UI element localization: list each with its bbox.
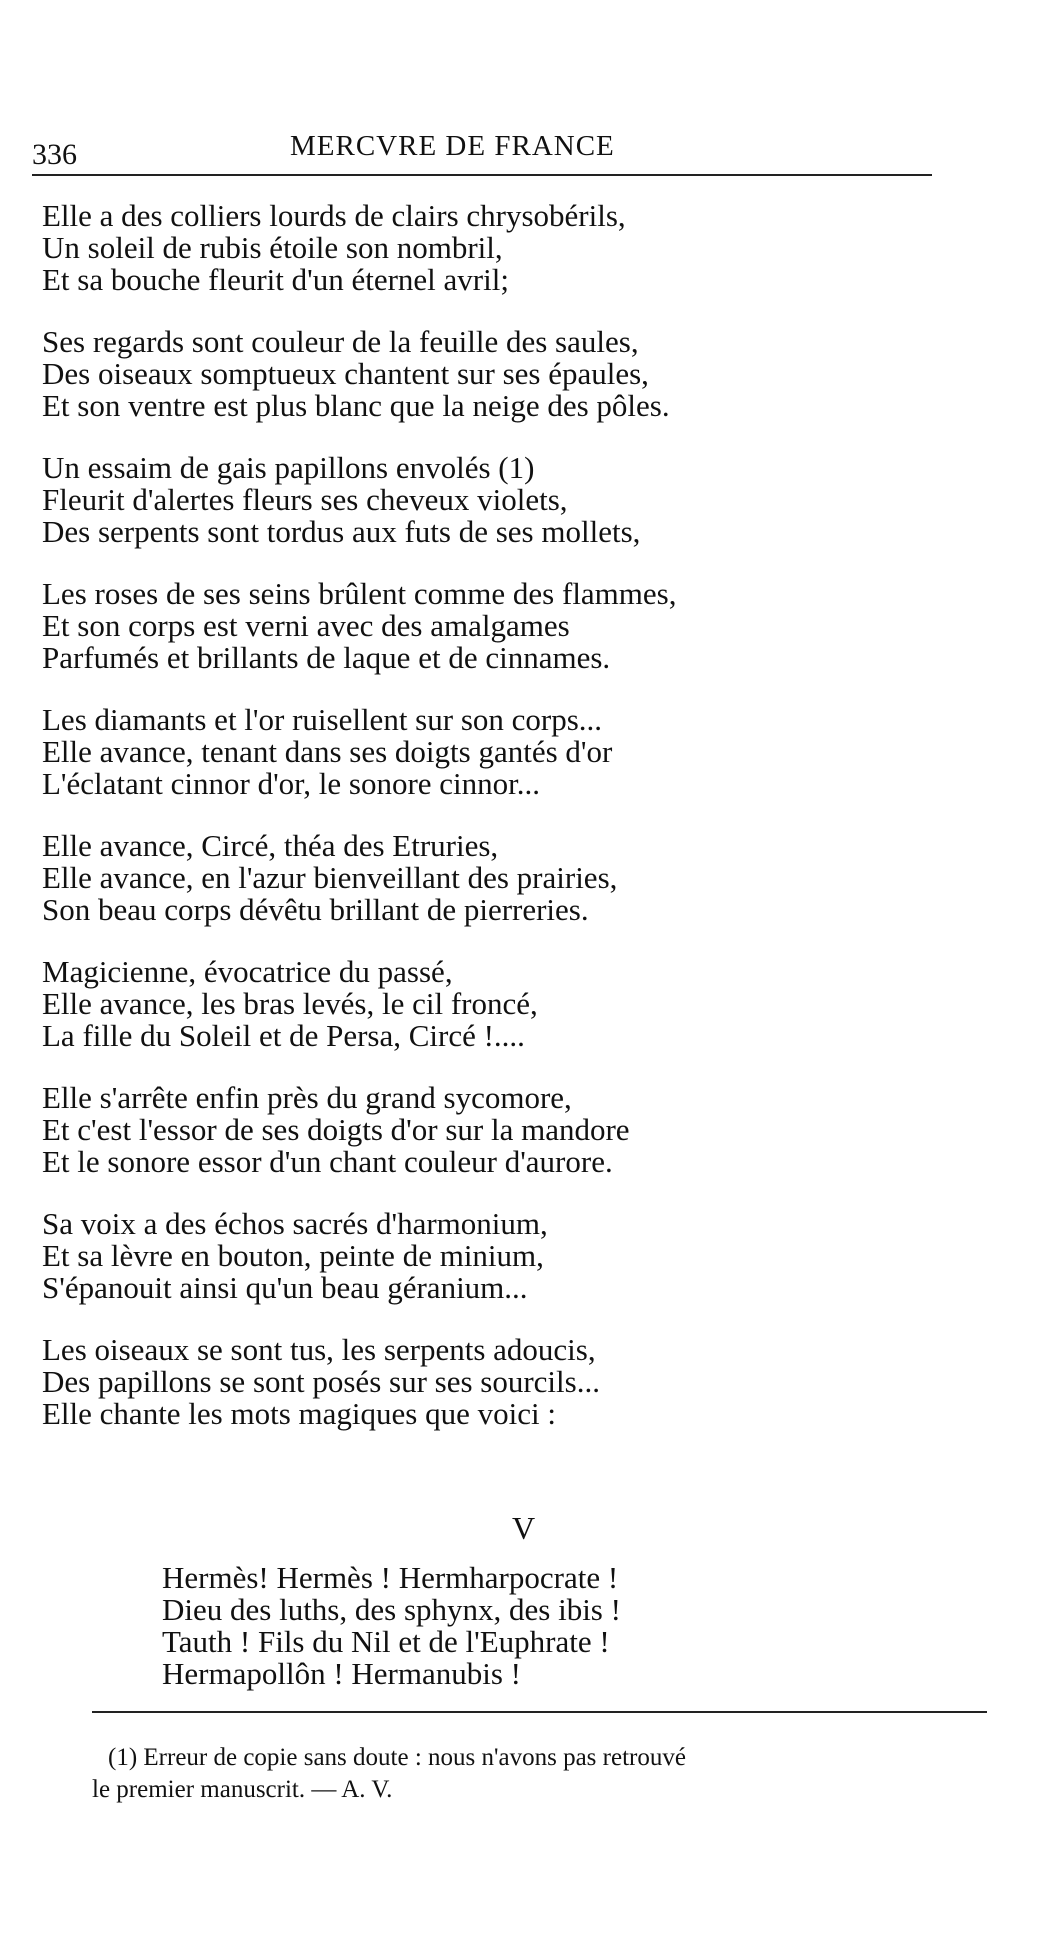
header-rule	[32, 174, 932, 176]
verse-line: Elle chante les mots magiques que voici :	[42, 1396, 556, 1431]
section-numeral: V	[512, 1510, 536, 1546]
verse-line: Et sa bouche fleurit d'un éternel avril;	[42, 262, 509, 297]
stanza	[42, 1082, 942, 1178]
verse-line: L'éclatant cinnor d'or, le sonore cinnor...	[42, 766, 541, 801]
verse-line: Elle avance, Circé, théa des Etruries,	[42, 828, 499, 863]
verse-line: La fille du Soleil et de Persa, Circé !....	[42, 1018, 525, 1053]
verse-line: Les diamants et l'or ruisellent sur son corps...	[42, 702, 603, 737]
verse-line: Des serpents sont tordus aux futs de ses mollets,	[42, 514, 641, 549]
verse-line: Et son ventre est plus blanc que la neige des pôles.	[42, 388, 670, 423]
stanza	[42, 704, 942, 800]
poem-body	[42, 200, 942, 1460]
verse-line: Des papillons se sont posés sur ses sourcils...	[42, 1364, 600, 1399]
verse-line: Les roses de ses seins brûlent comme des flammes,	[42, 576, 677, 611]
page-number: 336	[32, 138, 77, 171]
verse-line: Son beau corps dévêtu brillant de pierreries.	[42, 892, 589, 927]
verse-line: Dieu des luths, des sphynx, des ibis !	[162, 1592, 621, 1627]
verse-line: Et son corps est verni avec des amalgames	[42, 608, 570, 643]
stanza	[42, 200, 942, 296]
verse-line: Elle avance, en l'azur bienveillant des prairies,	[42, 860, 618, 895]
verse-line: Et sa lèvre en bouton, peinte de minium,	[42, 1238, 544, 1273]
verse-line: Des oiseaux somptueux chantent sur ses épaules,	[42, 356, 649, 391]
verse-line: Magicienne, évocatrice du passé,	[42, 954, 453, 989]
verse-line: S'épanouit ainsi qu'un beau géranium...	[42, 1270, 528, 1305]
stanza	[42, 1334, 942, 1430]
page-header	[32, 128, 932, 172]
verse-line: Elle avance, tenant dans ses doigts gantés d'or	[42, 734, 613, 769]
stanza	[42, 956, 942, 1052]
verse-line: Elle a des colliers lourds de clairs chrysobérils,	[42, 198, 626, 233]
verse-line: Un essaim de gais papillons envolés (1)	[42, 450, 535, 485]
verse-line: Tauth ! Fils du Nil et de l'Euphrate !	[162, 1624, 610, 1659]
footnote	[92, 1742, 997, 1806]
verse-line: Elle avance, les bras levés, le cil froncé,	[42, 986, 538, 1021]
verse-line: Et c'est l'essor de ses doigts d'or sur la mandore	[42, 1112, 630, 1147]
verse-line: Hermapollôn ! Hermanubis !	[162, 1656, 521, 1691]
verse-line: Elle s'arrête enfin près du grand sycomore,	[42, 1080, 572, 1115]
stanza	[42, 326, 942, 422]
stanza	[42, 830, 942, 926]
poem-section-v	[162, 1562, 621, 1690]
verse-line: Les oiseaux se sont tus, les serpents adoucis,	[42, 1332, 596, 1367]
verse-line: Sa voix a des échos sacrés d'harmonium,	[42, 1206, 548, 1241]
verse-line: Un soleil de rubis étoile son nombril,	[42, 230, 503, 265]
verse-line: Et le sonore essor d'un chant couleur d'aurore.	[42, 1144, 613, 1179]
verse-line: Hermès! Hermès ! Hermharpocrate !	[162, 1560, 619, 1595]
stanza	[42, 578, 942, 674]
verse-line: Ses regards sont couleur de la feuille des saules,	[42, 324, 639, 359]
running-title: MERCVRE DE FRANCE	[290, 130, 615, 162]
verse-line: Fleurit d'alertes fleurs ses cheveux violets,	[42, 482, 568, 517]
footnote-line: le premier manuscrit. — A. V.	[92, 1776, 393, 1803]
stanza	[42, 1208, 942, 1304]
stanza	[42, 452, 942, 548]
verse-line: Parfumés et brillants de laque et de cinnames.	[42, 640, 611, 675]
footnote-rule	[92, 1711, 987, 1713]
footnote-line: (1) Erreur de copie sans doute : nous n'avons pas retrouvé	[108, 1744, 686, 1771]
